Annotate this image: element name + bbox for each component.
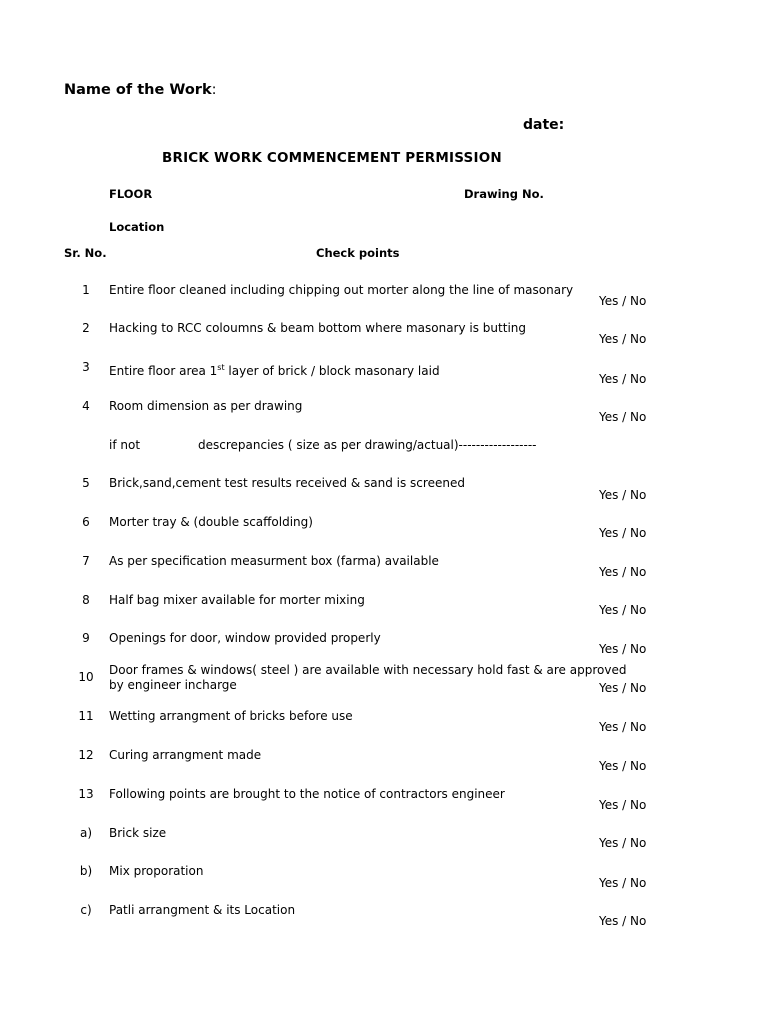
row-number: 1 [82, 283, 90, 297]
row-number: 12 [78, 748, 94, 762]
superscript-st: st [217, 363, 225, 372]
row-number: 9 [82, 631, 90, 645]
discrepancies-note: descrepancies ( size as per drawing/actual)------------------ [198, 438, 537, 452]
yes-no-choice: Yes / No [599, 526, 647, 540]
row-check-text: Openings for door, window provided properly [109, 631, 381, 645]
row-number: 4 [82, 399, 90, 413]
row-number: 6 [82, 515, 90, 529]
row-number: 3 [82, 360, 90, 374]
name-of-work-text: Name of the Work [64, 82, 212, 98]
row-check-text [109, 360, 440, 379]
yes-no-choice: Yes / No [599, 914, 647, 928]
row-check-text: Brick size [109, 826, 167, 840]
row-number: 13 [78, 787, 94, 801]
yes-no-choice: Yes / No [599, 681, 647, 695]
yes-no-choice: Yes / No [599, 410, 647, 424]
yes-no-choice: Yes / No [599, 759, 647, 773]
name-of-work-colon: : [211, 82, 217, 98]
row-check-text: Morter tray & (double scaffolding) [109, 515, 313, 529]
row-check-text-line2: by engineer incharge [109, 678, 237, 692]
row-number: 10 [78, 670, 94, 684]
drawing-number-label: Drawing No. [464, 187, 544, 201]
row-check-text: Half bag mixer available for morter mixing [109, 593, 365, 607]
row-check-text: Curing arrangment made [109, 748, 262, 762]
row-check-text: Patli arrangment & its Location [109, 903, 296, 917]
row-check-text-part: Entire floor area 1 [109, 364, 218, 378]
row-number: b) [79, 864, 93, 878]
date-label: date: [523, 117, 565, 133]
row-check-text: Entire floor cleaned including chipping out morter along the line of masonary [109, 283, 574, 297]
if-not-label: if not [109, 438, 141, 452]
row-check-text-part: layer of brick / block masonary laid [224, 364, 440, 378]
yes-no-choice: Yes / No [599, 372, 647, 386]
row-check-text: Following points are brought to the notice of contractors engineer [109, 787, 505, 801]
yes-no-choice: Yes / No [599, 836, 647, 850]
yes-no-choice: Yes / No [599, 642, 647, 656]
row-number: 5 [82, 476, 90, 490]
row-number: 11 [78, 709, 94, 723]
row-number: 2 [82, 321, 90, 335]
yes-no-choice: Yes / No [599, 603, 647, 617]
row-check-text: As per specification measurment box (farma) available [109, 554, 439, 568]
row-check-text: Wetting arrangment of bricks before use [109, 709, 353, 723]
yes-no-choice: Yes / No [599, 876, 647, 890]
row-number: 8 [82, 593, 90, 607]
floor-label: FLOOR [109, 187, 153, 201]
yes-no-choice: Yes / No [599, 294, 647, 308]
name-of-work-label [64, 82, 217, 98]
serial-number-header: Sr. No. [64, 246, 107, 260]
row-check-text: Hacking to RCC coloumns & beam bottom where masonary is butting [109, 321, 526, 335]
yes-no-choice: Yes / No [599, 798, 647, 812]
row-check-text: Door frames & windows( steel ) are available with necessary hold fast & are approved [109, 663, 627, 677]
document-title: BRICK WORK COMMENCEMENT PERMISSION [162, 150, 502, 166]
row-number: a) [79, 826, 93, 840]
yes-no-choice: Yes / No [599, 332, 647, 346]
row-check-text: Room dimension as per drawing [109, 399, 303, 413]
row-number: c) [80, 903, 92, 917]
row-number: 7 [82, 554, 90, 568]
yes-no-choice: Yes / No [599, 565, 647, 579]
yes-no-choice: Yes / No [599, 488, 647, 502]
row-check-text: Brick,sand,cement test results received & sand is screened [109, 476, 465, 490]
row-check-text: Mix proporation [109, 864, 204, 878]
check-points-header: Check points [316, 246, 400, 260]
yes-no-choice: Yes / No [599, 720, 647, 734]
location-label: Location [109, 220, 165, 234]
